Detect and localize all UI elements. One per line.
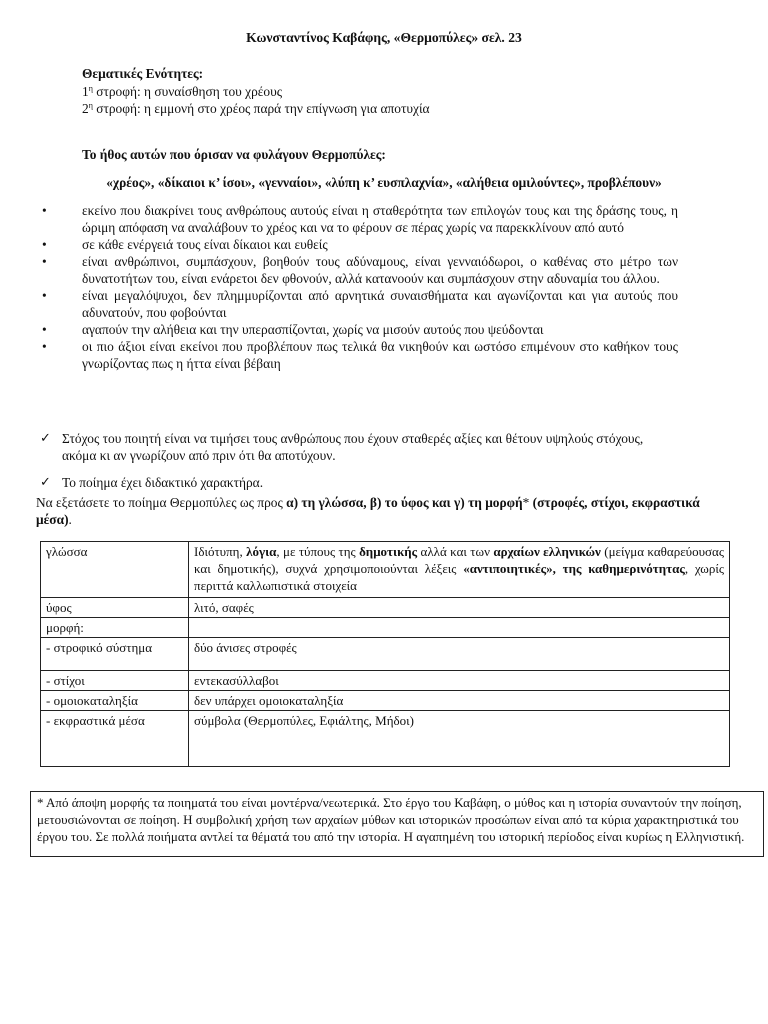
language-cell xyxy=(189,542,730,598)
table-label: ύφος xyxy=(41,598,189,618)
list-item xyxy=(42,321,678,338)
table-label: μορφή: xyxy=(41,618,189,638)
check-text: Στόχος του ποιητή είναι να τιμήσει τους ανθρώπους που έχουν σταθερές αξίες και θέτουν υψηλούς στόχους, ακόμα κι αν γνωρίζουν από πριν ότι θα αποτύχουν. xyxy=(62,431,644,463)
language-part-bold: δημοτικής xyxy=(359,544,418,559)
list-item-text: εκείνο που διακρίνει τους ανθρώπους αυτούς είναι η σταθερότητα των επιλογών τους και της δράσης τους, η ώριμη απόφαση να αναλάβουν το χρέος και να το φέρουν σε πέρας χωρίς να παρεκκλίνουν από αυτό xyxy=(82,203,678,235)
theme-number: 2 xyxy=(82,101,89,116)
footnote-box: * Από άποψη μορφής τα ποιηματά του είναι μοντέρνα/νεωτερικά. Στο έργο του Καβάφη, ο μύθος και η ιστορία συναντούν την ποίηση, μετουσιώνονται σε ποίηση. Η συμβολική χρήση των αρχαίων μύθων και ιστορικών προσώπων είναι από τα κύρια χαρακτηριστικά του έργου του. Σε πολλά ποιήματα αντλεί τα θέματά του από την ιστορία. Η αγαπημένη του ιστορική περίοδος είναι κυρίως η Ελληνιστική. xyxy=(30,791,764,857)
list-item-text: αγαπούν την αλήθεια και την υπερασπίζονται, χωρίς να μισούν αυτούς που ψεύδονται xyxy=(82,322,544,337)
table-row xyxy=(41,542,730,598)
list-item-text: οι πιο άξιοι είναι εκείνοι που προβλέπουν πως τελικά θα νικηθούν και ωστόσο επιμένουν στο καθήκον τους γνωρίζοντας πως η ήττα είναι βέβαιη xyxy=(82,339,678,371)
table-value xyxy=(189,618,730,638)
table-row xyxy=(41,618,730,638)
bullet-icon: • xyxy=(42,339,47,354)
language-part: , με τύπους της xyxy=(276,544,360,559)
bullet-icon: • xyxy=(42,254,47,269)
list-item xyxy=(42,287,678,321)
language-part: (μείγμα καθαρεύουσας και δημοτικής), συχνά χρησιμοποιούνται λέξεις xyxy=(194,544,724,576)
table-value: λιτό, σαφές xyxy=(189,598,730,618)
analysis-table xyxy=(40,541,730,767)
table-row xyxy=(41,671,730,691)
ethos-quotes: «χρέος», «δίκαιοι κ’ ίσοι», «γενναίοι», «λύπη κ’ ευσπλαχνία», «αλήθεια ομιλούντες», προβλέπουν» xyxy=(106,175,662,190)
list-item-text: είναι ανθρώπινοι, συμπάσχουν, βοηθούν τους αδύναμους, είναι γενναιόδωροι, ο καθένας στο μέτρο των δυνατοτήτων του, είναι ενάρετοι δεν φθονούν, αλλά κατανοούν και συμπάσχουν στην αδυναμία του άλλου. xyxy=(82,254,678,286)
list-item xyxy=(42,202,678,236)
table-label: - ομοιοκαταληξία xyxy=(41,691,189,711)
list-item xyxy=(42,338,678,372)
checkmark-icon: ✓ xyxy=(40,431,51,446)
assignment-mid: * xyxy=(522,495,533,510)
bullet-icon: • xyxy=(42,203,47,218)
checkmark-icon: ✓ xyxy=(40,475,51,490)
table-label: γλώσσα xyxy=(41,542,189,598)
language-part-bold: λόγια xyxy=(246,544,277,559)
theme-text: στροφή: η εμμονή στο χρέος παρά την επίγνωση για αποτυχία xyxy=(92,101,430,116)
language-part-bold: αρχαίων ελληνικών xyxy=(493,544,601,559)
assignment-text xyxy=(36,494,706,528)
theme-ordinal: η xyxy=(88,84,93,93)
table-value: δεν υπάρχει ομοιοκαταληξία xyxy=(189,691,730,711)
language-part: , χωρίς περιττά καλλωπιστικά στοιχεία xyxy=(194,561,724,593)
table-row xyxy=(41,711,730,767)
list-item xyxy=(42,236,678,253)
table-label: - στίχοι xyxy=(41,671,189,691)
table-label: - στροφικό σύστημα xyxy=(41,638,189,671)
list-item-text: σε κάθε ενέργειά τους είναι δίκαιοι και ευθείς xyxy=(82,237,328,252)
table-row xyxy=(41,638,730,671)
theme-ordinal: η xyxy=(88,101,93,110)
bullet-icon: • xyxy=(42,237,47,252)
theme-item-1 xyxy=(82,83,282,100)
assignment-bold-1: α) τη γλώσσα, β) το ύφος και γ) τη μορφή xyxy=(286,495,523,510)
table-row xyxy=(41,598,730,618)
themes-heading: Θεματικές Ενότητες: xyxy=(82,66,204,81)
theme-text: στροφή: η συναίσθηση του χρέους xyxy=(92,84,283,99)
language-part: αλλά και των xyxy=(417,544,494,559)
list-item-text: είναι μεγαλόψυχοι, δεν πλημμυρίζονται από αρνητικά συναισθήματα και αγωνίζονται και για αυτούς που αδυνατούν, που φοβούνται xyxy=(82,288,678,320)
assignment-bold-2: (στροφές, στίχοι, εκφραστικά μέσα) xyxy=(36,495,700,527)
check-text: Το ποίημα έχει διδακτικό χαρακτήρα. xyxy=(62,475,264,490)
table-value: δύο άνισες στροφές xyxy=(189,638,730,671)
bullet-list xyxy=(42,202,678,372)
theme-number: 1 xyxy=(82,84,89,99)
theme-item-2 xyxy=(82,100,430,117)
language-part-bold: «αντιποιητικές», της καθημερινότητας xyxy=(463,561,685,576)
bullet-icon: • xyxy=(42,322,47,337)
assignment-pre: Να εξετάσετε το ποίημα Θερμοπύλες ως προς xyxy=(36,495,287,510)
list-item xyxy=(42,253,678,287)
table-label: - εκφραστικά μέσα xyxy=(41,711,189,767)
assignment-post: . xyxy=(68,512,72,527)
table-row xyxy=(41,691,730,711)
table-value: εντεκασύλλαβοι xyxy=(189,671,730,691)
check-item-goal xyxy=(40,430,680,464)
page-title: Κωνσταντίνος Καβάφης, «Θερμοπύλες» σελ. 23 xyxy=(246,30,522,45)
table-value: σύμβολα (Θερμοπύλες, Εφιάλτης, Μήδοι) xyxy=(189,711,730,767)
language-part: Ιδιότυπη, xyxy=(194,544,247,559)
ethos-heading: Το ήθος αυτών που όρισαν να φυλάγουν Θερμοπύλες: xyxy=(82,147,386,162)
check-item-didactic xyxy=(40,474,680,491)
bullet-icon: • xyxy=(42,288,47,303)
